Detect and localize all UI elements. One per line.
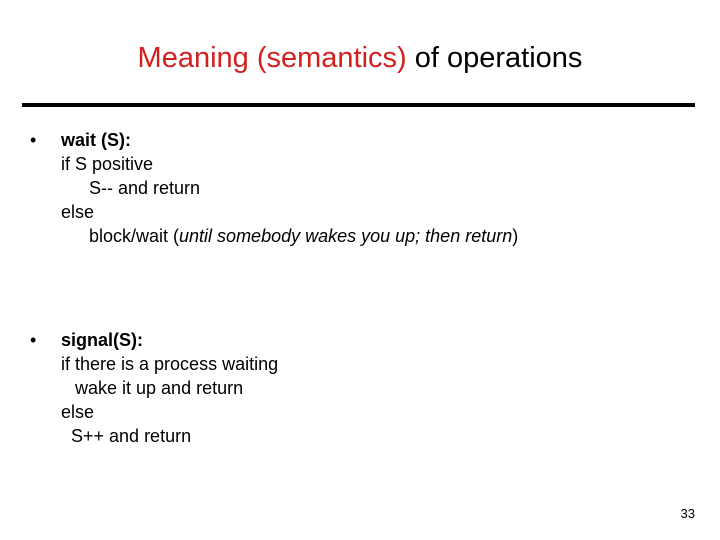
wait-heading: wait (S): [61,130,131,150]
wait-operation-block [30,128,518,248]
wait-line-decrement: S-- and return [89,178,201,198]
slide-title-rest: of operations [414,42,583,74]
wait-heading-row [30,128,518,152]
title-divider [22,103,695,107]
slide-title [0,38,720,78]
bullet-icon: • [30,330,37,350]
signal-heading-row [30,328,278,352]
signal-operation-block [30,328,278,448]
bullet-icon: • [30,130,37,150]
slide-title-colored: Meaning (semantics) [137,42,407,74]
slide-number: 33 [680,506,695,521]
wait-line-else: else [61,202,95,222]
signal-line-wake: wake it up and return [75,378,244,398]
wait-line-block-italic: until somebody wakes you up; then return [179,226,513,246]
signal-line-else: else [61,402,95,422]
signal-heading: signal(S): [61,330,144,350]
signal-line-increment: S++ and return [71,426,192,446]
wait-line-block-content: block/wait (until somebody wakes you up; then return) [89,226,519,246]
wait-line-block [30,224,518,248]
signal-line-condition: if there is a process waiting [61,354,279,374]
wait-line-condition: if S positive [61,154,154,174]
